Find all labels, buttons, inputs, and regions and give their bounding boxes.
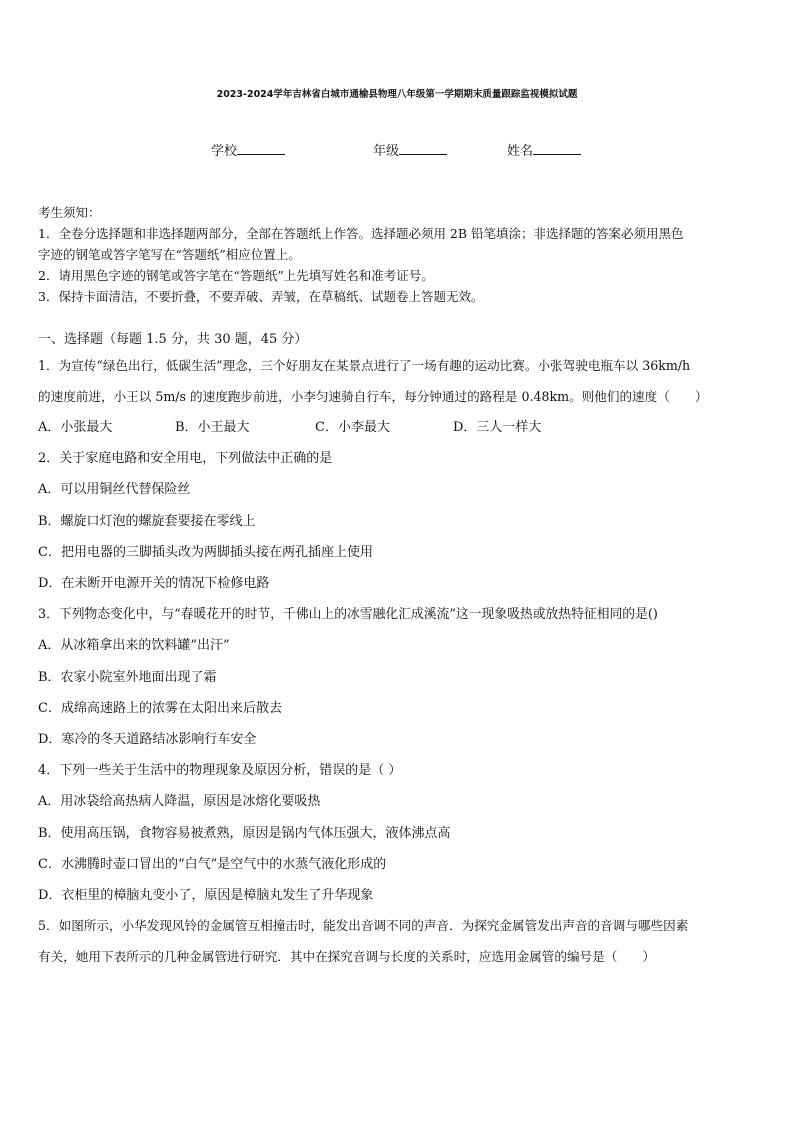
q2-option-a: A．可以用铜丝代替保险丝 (38, 482, 191, 497)
exam-title: 2023-2024学年吉林省白城市通榆县物理八年级第一学期期末质量跟踪监视模拟试题 (216, 89, 578, 100)
notice-heading: 考生须知： (38, 205, 101, 220)
q4-option-b: B．使用高压锅，食物容易被煮熟，原因是锅内气体压强大，液体沸点高 (38, 826, 451, 841)
q3-option-c: C．成绵高速路上的浓雾在太阳出来后散去 (38, 701, 282, 716)
school-blank (237, 142, 285, 155)
q1-option-c: C．小李最大 (315, 420, 390, 435)
q2-option-c: C．把用电器的三脚插头改为两脚插头接在两孔插座上使用 (38, 545, 373, 560)
q1-options (38, 416, 541, 435)
grade-label: 年级 (373, 144, 400, 159)
q1-stem-line1: 1．为宣传“绿色出行，低碳生活”理念，三个好朋友在某景点进行了一场有趣的运动比赛。小张驾驶电瓶车以 36km/h (38, 358, 691, 373)
name-label: 姓名 (507, 144, 534, 159)
q1-option-d: D．三人一样大 (453, 420, 542, 435)
name-field (507, 140, 581, 159)
q4-stem: 4．下列一些关于生活中的物理现象及原因分析，错误的是（ ） (38, 763, 402, 778)
q4-option-c: C．水沸腾时壶口冒出的“白气”是空气中的水蒸气液化形成的 (38, 857, 387, 872)
school-label: 学校 (211, 144, 238, 159)
notice-item-2: 2．请用黑色字迹的钢笔或答字笔在“答题纸”上先填写姓名和准考证号。 (38, 268, 434, 283)
q3-stem: 3．下列物态变化中，与“春暖花开的时节，千佛山上的冰雪融化汇成溪流”这一现象吸热或放热特征相同的是() (38, 607, 658, 622)
q2-stem: 2．关于家庭电路和安全用电，下列做法中正确的是 (38, 451, 333, 466)
school-field (211, 140, 285, 159)
grade-blank (399, 142, 447, 155)
q1-option-a: A．小张最大 (38, 420, 113, 435)
q3-option-d: D．寒冷的冬天道路结冰影响行车安全 (38, 732, 257, 747)
q4-option-d: D．衣柜里的樟脑丸变小了，原因是樟脑丸发生了升华现象 (38, 888, 374, 903)
section-heading: 一、选择题（每题 1.5 分，共 30 题，45 分） (38, 332, 308, 347)
q3-option-b: B．农家小院室外地面出现了霜 (38, 670, 217, 685)
q1-option-b: B．小王最大 (175, 420, 250, 435)
notice-item-3: 3．保持卡面清洁，不要折叠，不要弄破、弄皱，在草稿纸、试题卷上答题无效。 (38, 289, 484, 304)
q4-option-a: A．用冰袋给高热病人降温，原因是冰熔化要吸热 (38, 794, 321, 809)
name-blank (533, 142, 581, 155)
grade-field (373, 140, 447, 159)
q2-option-d: D．在未断开电源开关的情况下检修电路 (38, 576, 270, 591)
q5-stem-line1: 5．如图所示，小华发现风铃的金属管互相撞击时，能发出音调不同的声音．为探究金属管发出声音的音调与哪些因素 (38, 918, 689, 933)
q1-stem-line2: 的速度前进，小王以 5m/s 的速度跑步前进，小李匀速骑自行车，每分钟通过的路程是 0.48km。则他们的速度（ ） (38, 389, 708, 404)
q5-stem-line2: 有关，她用下表所示的几种金属管进行研究．其中在探究音调与长度的关系时，应选用金属管的编号是（ ） (38, 949, 656, 964)
q3-option-a: A．从冰箱拿出来的饮料罐“出汗” (38, 638, 230, 653)
notice-item-1: 1．全卷分选择题和非选择题两部分，全部在答题纸上作答。选择题必须用 2B 铅笔填涂；非选择题的答案必须用黑色 (38, 226, 684, 241)
notice-item-1-cont: 字迹的钢笔或答字笔写在“答题纸”相应位置上。 (38, 247, 301, 262)
q2-option-b: B．螺旋口灯泡的螺旋套要接在零线上 (38, 514, 256, 529)
